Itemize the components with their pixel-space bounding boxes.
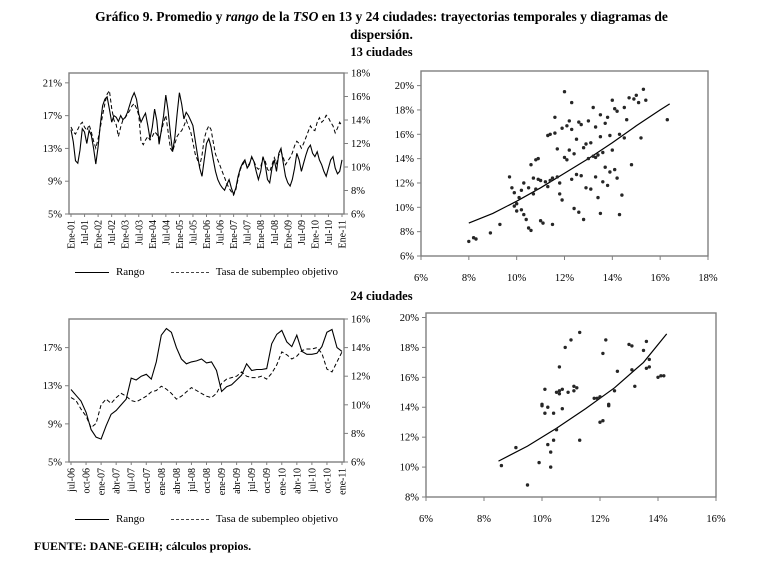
- data-point: [543, 412, 546, 415]
- data-point: [546, 406, 549, 409]
- data-point: [642, 88, 645, 91]
- data-point: [608, 170, 611, 173]
- data-point: [645, 340, 648, 343]
- x-axis-tick-label: 10%: [532, 514, 552, 525]
- data-point: [613, 107, 616, 110]
- data-point: [568, 148, 571, 151]
- x-axis-tick-label: Ene-10: [310, 220, 322, 249]
- data-point: [558, 365, 561, 368]
- left-axis-tick-label: 13%: [42, 143, 62, 155]
- x-axis-tick-label: Ene-05: [174, 220, 186, 249]
- data-point: [560, 127, 563, 130]
- data-point: [608, 134, 611, 137]
- legend-label-rango: Rango: [115, 513, 145, 525]
- line-13-plot: [43, 69, 371, 249]
- axes: [43, 69, 371, 249]
- left-axis-tick-label: 5%: [48, 209, 62, 221]
- data-point: [578, 439, 581, 442]
- data-point: [613, 389, 616, 392]
- data-point: [630, 368, 633, 371]
- data-point: [534, 187, 537, 190]
- data-point: [594, 175, 597, 178]
- data-point: [656, 376, 659, 379]
- data-point: [601, 419, 604, 422]
- data-point: [615, 110, 618, 113]
- x-axis-tick-label: Ene-11: [337, 220, 349, 249]
- line-24-plot: [43, 315, 371, 496]
- data-point: [556, 175, 559, 178]
- y-axis-tick-label: 6%: [400, 251, 414, 263]
- right-axis-tick-label: 14%: [351, 343, 371, 355]
- data-point: [474, 237, 477, 240]
- x-axis-tick-label: Ene-07: [229, 220, 241, 249]
- x-axis-tick-label: 6%: [414, 273, 428, 284]
- x-axis-tick-label: Jul-01: [80, 220, 92, 245]
- data-point: [551, 176, 554, 179]
- data-point: [592, 106, 595, 109]
- data-point: [604, 166, 607, 169]
- x-axis-tick-label: 6%: [419, 514, 433, 525]
- data-point: [572, 207, 575, 210]
- x-axis-tick-label: ene-07: [96, 468, 108, 496]
- x-axis-tick-label: Ene-04: [147, 220, 159, 249]
- x-axis-tick-label: oct-10: [322, 468, 334, 494]
- data-point: [607, 404, 610, 407]
- data-point: [513, 191, 516, 194]
- data-point: [543, 388, 546, 391]
- data-point: [572, 389, 575, 392]
- data-point: [525, 218, 528, 221]
- x-axis-tick-label: 16%: [706, 514, 726, 525]
- data-point: [577, 211, 580, 214]
- data-point: [489, 231, 492, 234]
- x-axis-tick-label: oct-06: [81, 468, 93, 494]
- right-axis-tick-label: 16%: [351, 314, 371, 326]
- data-point: [595, 397, 598, 400]
- data-point: [552, 439, 555, 442]
- y-axis-tick-label: 18%: [399, 342, 419, 354]
- data-point: [644, 99, 647, 102]
- x-axis-tick-label: Jul-09: [296, 220, 308, 245]
- data-point: [517, 196, 520, 199]
- axes: [400, 313, 726, 525]
- scatter-chart-24-ciudades: [390, 306, 730, 525]
- data-point: [515, 209, 518, 212]
- x-axis-tick-label: Ene-02: [93, 220, 105, 249]
- data-point: [556, 147, 559, 150]
- right-axis-tick-label: 10%: [351, 162, 371, 174]
- data-point: [615, 176, 618, 179]
- data-point: [594, 156, 597, 159]
- data-point: [508, 175, 511, 178]
- dashed-line-sample-icon: [171, 272, 209, 273]
- scatter-13-plot: [395, 71, 718, 284]
- data-point: [515, 202, 518, 205]
- data-point: [526, 483, 529, 486]
- data-point: [593, 397, 596, 400]
- data-point: [604, 338, 607, 341]
- data-point: [555, 391, 558, 394]
- data-point: [642, 349, 645, 352]
- legend-item-rango: [75, 266, 145, 278]
- data-point: [630, 344, 633, 347]
- x-axis-tick-label: jul-08: [186, 468, 198, 492]
- axes: [43, 315, 371, 496]
- data-point: [662, 374, 665, 377]
- data-point: [618, 133, 621, 136]
- right-axis-tick-label: 8%: [351, 428, 365, 440]
- x-axis-tick-label: 14%: [602, 273, 622, 284]
- right-axis-tick-label: 12%: [351, 139, 371, 150]
- y-axis-tick-label: 8%: [405, 492, 419, 504]
- y-axis-tick-label: 12%: [394, 178, 414, 190]
- data-point: [500, 464, 503, 467]
- data-point: [596, 196, 599, 199]
- data-point: [564, 346, 567, 349]
- data-point: [599, 113, 602, 116]
- x-axis-tick-label: Jul-03: [134, 220, 146, 245]
- scatter-24-plot: [400, 313, 726, 525]
- x-axis-tick-label: jul-06: [66, 468, 78, 492]
- legend-13-ciudades: [34, 266, 379, 278]
- data-point: [513, 204, 516, 207]
- data-point: [467, 240, 470, 243]
- data-point: [544, 180, 547, 183]
- x-axis-tick-label: oct-09: [262, 468, 274, 494]
- data-point: [532, 176, 535, 179]
- data-point: [611, 99, 614, 102]
- data-point: [514, 446, 517, 449]
- data-point: [582, 218, 585, 221]
- trend-line: [499, 334, 667, 461]
- x-axis-tick-label: 12%: [590, 514, 610, 525]
- data-point: [539, 219, 542, 222]
- data-point: [666, 118, 669, 121]
- data-point: [522, 213, 525, 216]
- data-point: [553, 116, 556, 119]
- data-point: [546, 443, 549, 446]
- data-point: [589, 187, 592, 190]
- data-point: [616, 370, 619, 373]
- data-point: [584, 186, 587, 189]
- data-point: [599, 212, 602, 215]
- data-point: [580, 123, 583, 126]
- data-point: [596, 153, 599, 156]
- data-point: [529, 163, 532, 166]
- data-point: [565, 158, 568, 161]
- data-point: [541, 221, 544, 224]
- data-point: [561, 388, 564, 391]
- x-axis-tick-label: 10%: [507, 273, 527, 284]
- plot-frame: [421, 71, 708, 256]
- legend-label-tasa: Tasa de subempleo objetivo: [215, 266, 339, 278]
- data-point: [522, 181, 525, 184]
- section-title-13-ciudades: 13 ciudades: [350, 45, 413, 59]
- figure-title-line1: Gráfico 9. Promedio y rango de la TSO en 13 y 24 ciudades: trayectorias temporales y diagramas de: [95, 9, 668, 24]
- data-point: [546, 185, 549, 188]
- source-note: FUENTE: DANE-GEIH; cálculos propios.: [34, 539, 252, 553]
- x-axis-tick-label: ene-08: [156, 468, 168, 496]
- y-axis-tick-label: 10%: [399, 462, 419, 474]
- data-point: [648, 365, 651, 368]
- data-point: [539, 179, 542, 182]
- data-point: [520, 208, 523, 211]
- dashed-line-sample-icon: [171, 519, 209, 520]
- x-axis-tick-label: Ene-06: [202, 220, 213, 249]
- x-axis-tick-label: oct-08: [202, 468, 213, 494]
- left-axis-tick-label: 17%: [42, 343, 62, 355]
- x-axis-tick-label: oct-07: [141, 468, 153, 494]
- left-axis-tick-label: 13%: [42, 381, 62, 393]
- data-point: [575, 138, 578, 141]
- data-point: [575, 173, 578, 176]
- scatter-points: [500, 331, 666, 487]
- x-axis-tick-label: Ene-03: [120, 220, 132, 249]
- y-axis-tick-label: 14%: [394, 154, 414, 166]
- data-point: [520, 189, 523, 192]
- x-axis-tick-label: Jul-08: [269, 220, 281, 245]
- data-point: [589, 141, 592, 144]
- x-axis-tick-label: 18%: [698, 273, 718, 284]
- y-axis-tick-label: 8%: [400, 227, 414, 239]
- legend-item-tasa: [171, 513, 338, 525]
- y-axis-tick-label: 14%: [399, 402, 419, 414]
- legend-24-ciudades: [34, 513, 379, 525]
- data-point: [606, 116, 609, 119]
- y-axis-tick-label: 16%: [399, 372, 419, 384]
- data-point: [563, 156, 566, 159]
- data-point: [558, 192, 561, 195]
- data-point: [577, 120, 580, 123]
- right-axis-tick-label: 6%: [351, 209, 365, 221]
- data-point: [575, 386, 578, 389]
- y-axis-tick-label: 16%: [394, 129, 414, 141]
- data-point: [604, 122, 607, 125]
- line-chart-13-ciudades: [34, 66, 379, 266]
- data-point: [510, 186, 513, 189]
- data-point: [598, 395, 601, 398]
- right-axis-tick-label: 12%: [351, 371, 371, 383]
- data-point: [659, 374, 662, 377]
- data-point: [563, 90, 566, 93]
- x-axis-tick-label: abr-08: [171, 468, 183, 494]
- plot-frame: [69, 319, 344, 462]
- line-chart-24-ciudades: [34, 312, 379, 518]
- x-axis-tick-label: Ene-01: [66, 220, 78, 249]
- x-axis-tick-label: Ene-08: [256, 220, 268, 249]
- data-point: [560, 198, 563, 201]
- series-tasa-de-subempleo-objetivo: [71, 348, 342, 428]
- data-point: [639, 136, 642, 139]
- y-axis-tick-label: 10%: [394, 202, 414, 214]
- data-point: [582, 146, 585, 149]
- data-point: [540, 403, 543, 406]
- data-point: [527, 226, 530, 229]
- data-point: [570, 101, 573, 104]
- x-axis-tick-label: 12%: [554, 273, 575, 284]
- data-point: [529, 229, 532, 232]
- figure-title: [20, 8, 743, 43]
- data-point: [623, 106, 626, 109]
- data-point: [569, 338, 572, 341]
- data-point: [648, 358, 651, 361]
- x-axis-tick-label: Jul-07: [242, 220, 254, 245]
- x-axis-tick-label: ene-10: [277, 468, 289, 496]
- data-point: [625, 118, 628, 121]
- data-point: [527, 186, 530, 189]
- data-point: [578, 331, 581, 334]
- data-point: [632, 97, 635, 100]
- data-point: [532, 192, 535, 195]
- data-point: [558, 392, 561, 395]
- data-point: [553, 131, 556, 134]
- scatter-points: [467, 88, 669, 244]
- data-point: [613, 168, 616, 171]
- data-point: [618, 213, 621, 216]
- section-title-24-ciudades: 24 ciudades: [350, 289, 413, 303]
- x-axis-tick-label: ene-09: [217, 468, 229, 496]
- data-point: [552, 412, 555, 415]
- data-point: [623, 136, 626, 139]
- x-axis-tick-label: 14%: [648, 514, 668, 525]
- data-point: [598, 421, 601, 424]
- x-axis-tick-label: jul-10: [307, 468, 319, 492]
- left-axis-tick-label: 9%: [48, 419, 62, 431]
- data-point: [601, 180, 604, 183]
- data-point: [587, 119, 590, 122]
- data-point: [551, 223, 554, 226]
- x-axis-tick-label: 8%: [477, 514, 491, 525]
- x-axis-tick-label: jul-07: [126, 468, 138, 492]
- x-axis-tick-label: abr-09: [232, 468, 244, 494]
- left-axis-tick-label: 5%: [48, 457, 62, 469]
- left-axis-tick-label: 9%: [48, 176, 62, 188]
- legend-item-rango: [75, 513, 145, 525]
- data-point: [570, 178, 573, 181]
- x-axis-tick-label: ene-11: [337, 468, 349, 495]
- data-point: [572, 152, 575, 155]
- data-point: [630, 163, 633, 166]
- x-axis-tick-label: Jul-10: [323, 220, 335, 245]
- data-point: [537, 157, 540, 160]
- data-point: [566, 391, 569, 394]
- data-point: [572, 385, 575, 388]
- data-point: [601, 151, 604, 154]
- data-point: [635, 94, 638, 97]
- legend-label-rango: Rango: [115, 266, 145, 278]
- x-axis-tick-label: 16%: [650, 273, 670, 284]
- left-axis-tick-label: 17%: [42, 111, 62, 123]
- data-point: [599, 135, 602, 138]
- data-point: [601, 352, 604, 355]
- x-axis-tick-label: Jul-02: [107, 220, 119, 245]
- y-axis-tick-label: 18%: [394, 105, 414, 117]
- x-axis-tick-label: 8%: [461, 273, 476, 284]
- solid-line-sample-icon: [75, 519, 109, 520]
- data-point: [627, 343, 630, 346]
- data-point: [565, 124, 568, 127]
- x-axis-tick-label: Jul-05: [188, 220, 200, 245]
- data-point: [549, 465, 552, 468]
- data-point: [549, 450, 552, 453]
- right-axis-tick-label: 16%: [351, 92, 371, 103]
- data-point: [570, 128, 573, 131]
- data-point: [611, 148, 614, 151]
- data-point: [558, 389, 561, 392]
- data-point: [549, 133, 552, 136]
- y-axis-tick-label: 20%: [394, 81, 414, 93]
- x-axis-tick-label: Jul-04: [161, 220, 173, 245]
- data-point: [645, 367, 648, 370]
- data-point: [637, 101, 640, 104]
- data-point: [498, 223, 501, 226]
- y-axis-tick-label: 20%: [399, 312, 419, 324]
- data-point: [606, 184, 609, 187]
- legend-item-tasa: [171, 266, 338, 278]
- data-point: [558, 181, 561, 184]
- data-point: [620, 193, 623, 196]
- x-axis-tick-label: jul-09: [247, 468, 259, 492]
- solid-line-sample-icon: [75, 272, 109, 273]
- series-rango: [71, 329, 342, 440]
- right-axis-tick-label: 18%: [351, 68, 371, 80]
- data-point: [555, 428, 558, 431]
- data-point: [537, 461, 540, 464]
- figure-title-line2: dispersión.: [350, 26, 413, 42]
- data-point: [580, 174, 583, 177]
- x-axis-tick-label: Ene-09: [283, 220, 295, 249]
- x-axis-tick-label: abr-07: [111, 468, 123, 494]
- x-axis-tick-label: abr-10: [292, 468, 304, 494]
- right-axis-tick-label: 10%: [351, 400, 371, 412]
- right-axis-tick-label: 14%: [351, 115, 371, 127]
- legend-label-tasa: Tasa de subempleo objetivo: [215, 513, 339, 525]
- scatter-chart-13-ciudades: [388, 64, 760, 284]
- right-axis-tick-label: 8%: [351, 186, 365, 197]
- x-axis-tick-label: Jul-06: [215, 220, 227, 245]
- right-axis-tick-label: 6%: [351, 457, 365, 469]
- data-point: [584, 142, 587, 145]
- data-point: [594, 125, 597, 128]
- data-point: [627, 96, 630, 99]
- y-axis-tick-label: 12%: [399, 432, 419, 444]
- axes: [395, 81, 718, 284]
- data-point: [568, 119, 571, 122]
- data-point: [633, 385, 636, 388]
- left-axis-tick-label: 21%: [42, 78, 62, 90]
- data-point: [587, 157, 590, 160]
- data-point: [561, 407, 564, 410]
